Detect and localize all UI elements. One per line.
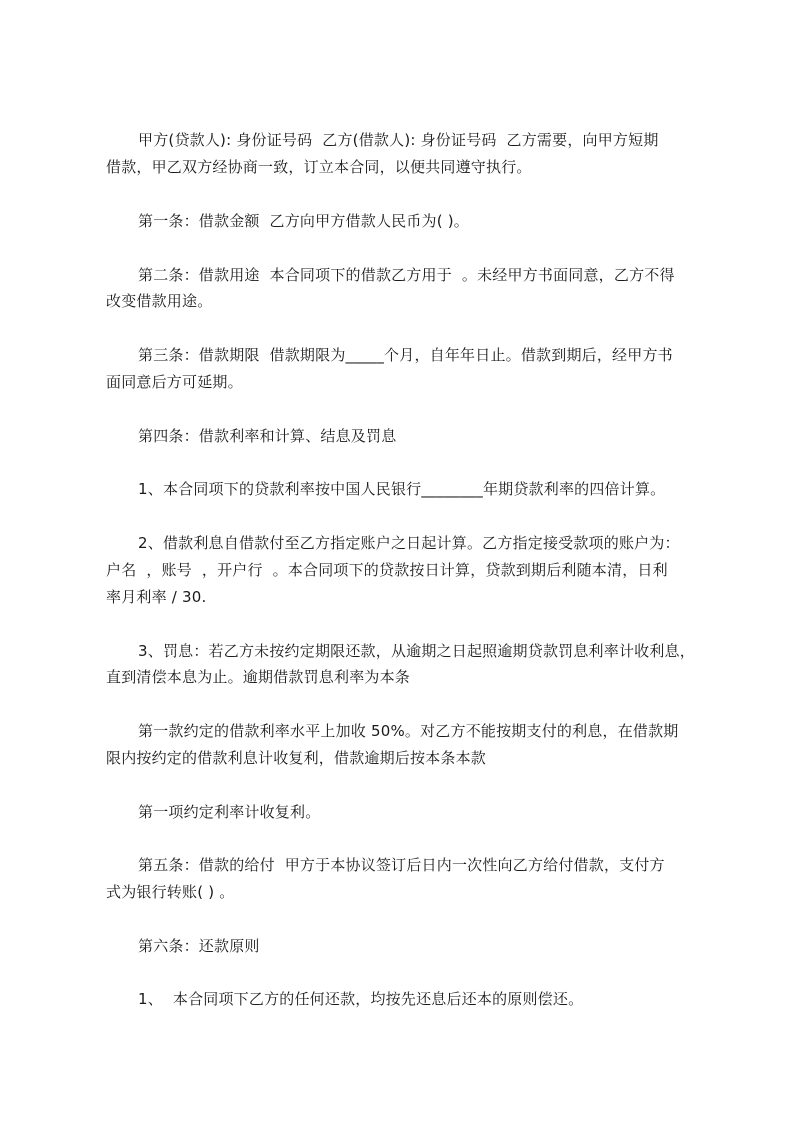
text-line: 第一款约定的借款利率水平上加收 50%。对乙方不能按期支付的利息，在借款期 bbox=[138, 722, 679, 740]
text-line: 直到清偿本息为止。逾期借款罚息利率为本条 bbox=[106, 668, 411, 686]
text-line: 第五条：借款的给付 甲方于本协议签订后日内一次性向乙方给付借款，支付方 bbox=[138, 856, 665, 874]
text-line: 第二条：借款用途 本合同项下的借款乙方用于 。未经甲方书面同意，乙方不得 bbox=[138, 266, 675, 284]
text-line: 借款，甲乙双方经协商一致，订立本合同，以便共同遵守执行。 bbox=[106, 158, 532, 176]
text-line: 3、罚息：若乙方未按约定期限还款，从逾期之日起照逾期贷款罚息利率计收利息， bbox=[138, 642, 695, 660]
text-line: 第六条：还款原则 bbox=[138, 937, 260, 955]
text-line: 改变借款用途。 bbox=[106, 292, 213, 310]
text-line: 率月利率 / 30. bbox=[106, 588, 207, 606]
text-line: 甲方(贷款人): 身份证号码 乙方(借款人): 身份证号码 乙方需要，向甲方短期 bbox=[138, 131, 659, 149]
text-line: 2、借款利息自借款付至乙方指定账户之日起计算。乙方指定接受款项的账户为： bbox=[138, 534, 680, 552]
text-line: 户名 ，账号 ，开户行 。本合同项下的贷款按日计算，贷款到期后利随本清，日利 bbox=[106, 561, 668, 579]
text-line: 第一条：借款金额 乙方向甲方借款人民币为( )。 bbox=[138, 212, 470, 230]
text-line: 式为银行转账( ) 。 bbox=[106, 883, 235, 901]
text-line: 第四条：借款利率和计算、结息及罚息 bbox=[138, 427, 397, 445]
text-line: 面同意后方可延期。 bbox=[106, 373, 243, 391]
text-line: 第三条：借款期限 借款期限为_____个月，自年年日止。借款到期后，经甲方书 bbox=[138, 346, 673, 364]
text-line: 1、本合同项下的贷款利率按中国人民银行________年期贷款利率的四倍计算。 bbox=[138, 480, 666, 498]
text-line: 第一项约定利率计收复利。 bbox=[138, 803, 321, 821]
text-line: 1、 本合同项下乙方的任何还款，均按先还息后还本的原则偿还。 bbox=[138, 990, 584, 1008]
text-line: 限内按约定的借款利息计收复利，借款逾期后按本条本款 bbox=[106, 749, 487, 767]
